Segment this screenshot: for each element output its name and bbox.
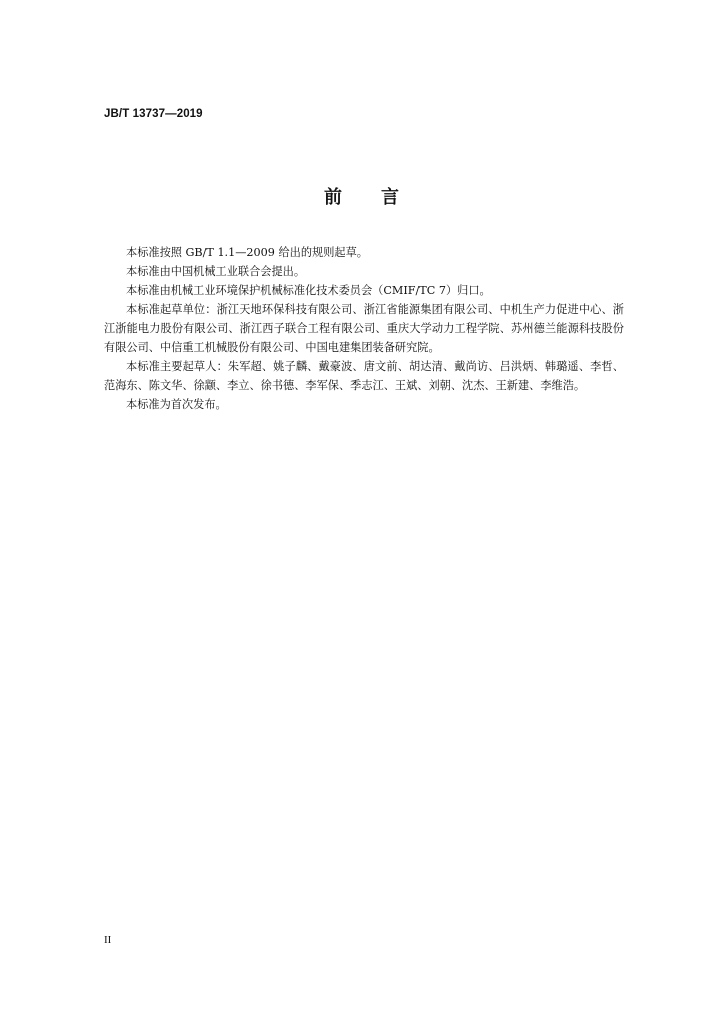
paragraph-drafting-rules: 本标准按照 GB/T 1.1—2009 给出的规则起草。: [126, 246, 368, 259]
paragraph-proposer: 本标准由中国机械工业联合会提出。: [126, 265, 306, 278]
paragraph-drafting-units: 本标准起草单位：浙江天地环保科技有限公司、浙江省能源集团有限公司、中机生产力促进中心、浙江浙能电力股份有限公司、浙江西子联合工程有限公司、重庆大学动力工程学院、苏州德兰能源科技股份有限公司、中信重工机械股份有限公司、中国电建集团装备研究院。: [104, 303, 624, 354]
page-number: II: [104, 934, 112, 946]
paragraph-technical-committee: 本标准由机械工业环境保护机械标准化技术委员会（CMIF/TC 7）归口。: [126, 284, 491, 297]
paragraph-first-release: 本标准为首次发布。: [126, 398, 227, 411]
foreword-body: [104, 243, 624, 414]
paragraph-main-drafters: 本标准主要起草人：朱军超、姚子麟、戴豪波、唐文前、胡达清、戴尚访、吕洪炳、韩璐遥、李哲、范海东、陈文华、徐颛、李立、徐书德、李军保、季志江、王斌、刘朝、沈杰、王新建、李维浩。: [104, 360, 624, 392]
page-title: 前 言: [324, 187, 400, 208]
document-code: JB/T 13737—2019: [104, 108, 203, 120]
